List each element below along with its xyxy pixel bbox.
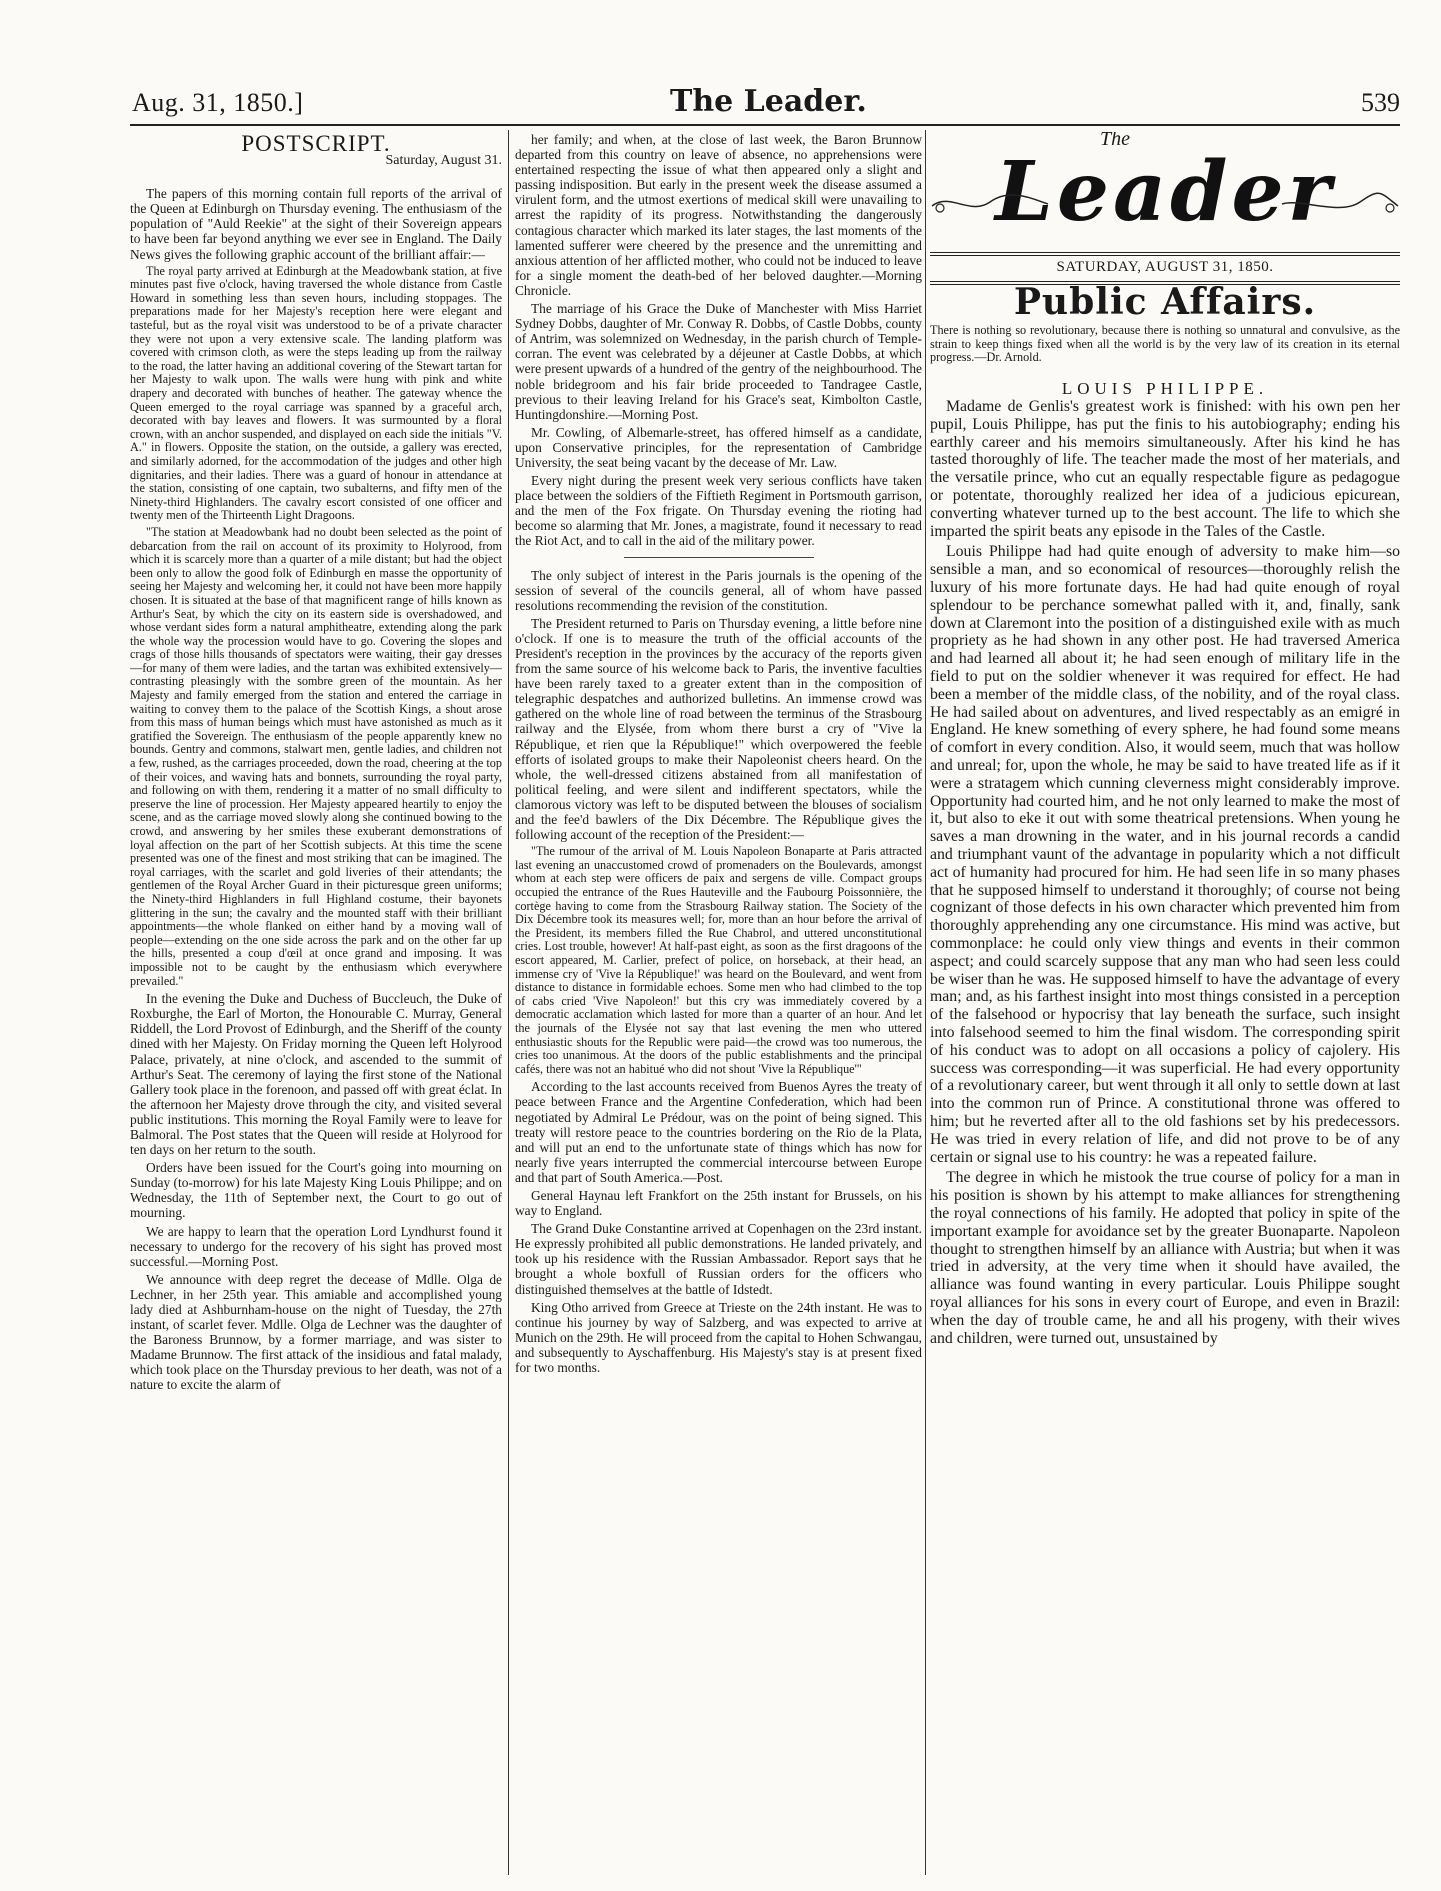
logo-the: The — [1100, 132, 1130, 150]
paragraph: According to the last accounts received from Buenos Ayres the treaty of peace between France and the Argentine Confederation, which had been negotiated by Admiral Le Prédour, was on the point of being signed. This treaty will restore peace to the countries bordering on the Rio de la Plata, and will put an end to the unfortunate state of things which has now for nearly five years interrupted the commercial intercourse between Europe and that part of South America.—Post. — [515, 1079, 922, 1185]
postscript-title: POSTSCRIPT. — [241, 132, 391, 156]
paragraph: Madame de Genlis's greatest work is finished: with his own pen her pupil, Louis Philippe, has put the finis to his autobiography; ending his earthly career and his memoirs simultaneously. After his kind he has tasted thoroughly of life. The teacher made the most of her materials, and the versatile prince, who cut an equally respectable figure as pedagogue or potentate, thoroughly realized her idea of a judicious epicurean, converting whatever turned up to the best account. The life to which she imparted the spirit beats any episode in the Tales of the Castle. — [930, 398, 1400, 540]
quoted-paragraph: "The station at Meadowbank had no doubt been selected as the point of debarcation from the rail on account of its proximity to Holyrood, from which it is scarcely more than a quarter of a mile distant; but had the object been only to allow the good folk of Edinburgh en masse the opportunity of seeing her Majesty and welcoming her, it could not have been more happily chosen. It is situated at the base of that magnificent range of hills known as Arthur's Seat, by which the city on its eastern side is overshadowed, and whose verdant sides form a natural amphitheatre, extending along the park the whole way the procession would have to go. Covering the slopes and crags of those hills thousands of spectators were waiting, their gay dresses—for many of them were ladies, and the tartan was exhibited extensively—contrasting pleasingly with the sombre green of the mountain. As her Majesty and family emerged from the station and entered the carriage in waiting to convey them to the palace of the Scottish Kings, a shout arose from this mass of human beings which must have astonished as much as it gratified the Sovereign. The enthusiasm of the people apparently knew no bounds. Gentry and commons, stalwart men, gentle ladies, and children not a few, rushed, as the carriages proceeded, down the road, cheering at the top of their voices, and waving hats and bonnets, surrounding the royal party, and following on with them, rendering it a matter of no small difficulty to preserve the line of procession. Her Majesty appeared heartily to enjoy the scene, and as the carriage moved slowly along she continued bowing to the crowd, and answering by her smiles these exuberant demonstrations of loyal affection on the part of her Scottish subjects. At this time the scene presented was one of the finest and most striking that can be imagined. The royal carriages, with the scarlet and gold liveries of their attendants; the gentlemen of the Royal Archer Guard in their picturesque green uniforms; the Ninety-third Highlanders in full Highland costume, their bayonets glittering in the sun; the cavalry and the mounted staff with their brilliant appointments—the whole flanked on either hand by a moving wall of people—extending on the one side across the park and on the other far up the hills, presented a coup d'œil at once grand and imposing. It was impossible not to be caught by the enthusiasm which everywhere prevailed." — [130, 524, 502, 988]
page-header — [130, 82, 1400, 122]
section-separator — [624, 557, 814, 558]
right-flourish-icon — [1280, 188, 1400, 218]
paragraph: The only subject of interest in the Paris journals is the opening of the session of several of the councils general, all of whom have passed resolutions recommending the revision of the constitution. — [515, 567, 922, 613]
quoted-paragraph: "The rumour of the arrival of M. Louis Napoleon Bonaparte at Paris attracted last evening an unaccustomed crowd of promenaders on the Boulevards, amongst whom at each step were officers de paix and sergens de ville. Compact groups occupied the entrance of the Rues Hauteville and the Faubourg Poissonnière, the cortège having to come from the Strasbourg Railway station. The Society of the Dix Décembre took its measures well; for, more than an hour before the arrival of the President, its members filled the Rue Chabrol, and uttered unconstitutional cries. Lost trouble, however! At half-past eight, as soon as the first dragoons of the escort appeared, M. Carlier, prefect of police, on horseback, at their head, an immense cry of 'Vive la République!' was heard on the Boulevard, and went from distance to distance in formidable echoes. Some men who had climbed to the top of cabs cried 'Vive Napoleon!' but this cry was immediately covered by a democratic acclamation which lasted for more than a quarter of an hour. And let the journals of the Elysée not say that last evening the men who uttered enthusiastic shouts for the Republic were paid—the crowd was too numerous, the cries too unanimous. At the doors of the public establishments and the principal cafés, there was not an habitué who did not shout 'Vive la République'" — [515, 844, 922, 1076]
logo-text: Leader — [995, 144, 1335, 240]
header-masthead: The Leader. — [670, 84, 867, 119]
paragraph: her family; and when, at the close of last week, the Baron Brunnow departed from this country on leave of absence, no apprehensions were entertained respecting the issue of what then appeared only a slight and passing indisposition. But early in the present week the disease assumed a virulent form, and the utmost exertions of medical skill were unavailing to arrest the rapidity of its progress. Notwithstanding the dangerously contagious character which marked its later stages, the last moments of the lamented sufferer were cheered by the presence and the unremitting and anxious attention of her afflicted mother, who could not be induced to leave for a single moment the death-bed of her beloved daughter.—Morning Chronicle. — [515, 132, 922, 298]
leader-logo — [930, 132, 1400, 252]
paragraph: The marriage of his Grace the Duke of Manchester with Miss Harriet Sydney Dobbs, daughter of Mr. Conway R. Dobbs, of Castle Dobbs, county of Antrim, was solemnized on Wednesday, in the parish church of Temple-corran. The event was celebrated by a déjeuner at Castle Dobbs, at which were present upwards of a hundred of the gentry of the neighbourhood. The noble bridegroom and his fair bride proceeded to Tandragee Castle, previous to their leaving Ireland for his Grace's seat, Kimbolton Castle, Huntingdonshire.—Morning Post. — [515, 301, 922, 422]
article-title: LOUIS PHILIPPE. — [1061, 378, 1269, 398]
paragraph: Mr. Cowling, of Albemarle-street, has offered himself as a candidate, upon Conservative principles, for the representation of Cambridge University, the seat being vacant by the decease of Mr. Law. — [515, 424, 922, 470]
page-number: 539 — [1361, 88, 1400, 117]
paragraph: We announce with deep regret the decease of Mdlle. Olga de Lechner, in her 25th year. This amiable and accomplished young lady died at Ashburnham-house on the night of Tuesday, the 27th instant, of scarlet fever. Mdlle. Olga de Lechner was the daughter of the Baroness Brunnow, by a former marriage, and was sister to Madame Brunnow. The first attack of the insidious and fatal malady, which took place on the Thursday previous to her death, was not of a nature to excite the alarm of — [130, 1271, 502, 1393]
paragraph: We are happy to learn that the operation Lord Lyndhurst found it necessary to undergo for the recovery of his sight has proved most successful.—Morning Post. — [130, 1223, 502, 1269]
column-2 — [515, 132, 922, 1872]
quoted-paragraph: The royal party arrived at Edinburgh at the Meadowbank station, at five minutes past five o'clock, having traversed the whole distance from Castle Howard in something less than seven hours, including stoppages. The preparations made for her Majesty's reception here were elegant and tasteful, but as the royal visit was understood to be of a private character they were not upon a very extensive scale. The landing platform was covered with crimson cloth, as were the steps leading up from the railway to the road, the latter having an additional covering of the Stewart tartan for her Majesty to walk upon. The walls were hung with pink and white drapery and decorated with bunches of heather. The gateway whence the Queen emerged to the royal carriage was spanned by a graceful arch, decorated with bay leaves and flowers. It was surmounted by a floral crown, with an anchor suspended, and displayed on each side the initials "V. A." in flowers. Opposite the station, on the outside, a gallery was erected, and similarly adorned, for the accommodation of the judges and other high dignitaries, and their ladies. There was a guard of honour in attendance at the station, consisting of one captain, two subalterns, and fifty men of the Ninety-third Highlanders. The cavalry escort consisted of one officer and twenty men of the Thirteenth Light Dragoons. — [130, 263, 502, 523]
issue-date: SATURDAY, AUGUST 31, 1850. — [1056, 259, 1274, 275]
logo-rule — [930, 252, 1400, 256]
header-rule — [130, 124, 1400, 126]
paragraph: King Otho arrived from Greece at Trieste on the 24th instant. He was to continue his journey by way of Salzberg, and was expected to arrive at Munich on the 29th. He will proceed from the capital to Hohen Schwangau, and subsequently to Ayschaffenburg. His Majesty's stay is at present fixed for two months. — [515, 1299, 922, 1375]
left-flourish-icon — [930, 188, 1050, 218]
paragraph: The papers of this morning contain full reports of the arrival of the Queen at Edinburgh on Thursday evening. The enthusiasm of the population of "Auld Reekie" at the sight of their Sovereign appears to have been far beyond anything we ever see in England. The Daily News gives the following graphic account of the brilliant affair:— — [130, 186, 502, 262]
paragraph: Louis Philippe had had quite enough of adversity to make him—so sensible a man, and so economical of resources—thoroughly relish the luxury of his more fortunate days. He had had quite enough of royal splendour to be perchance somewhat palled with it, and, finally, sank down at Claremont into the position of a distinguished exile with as much propriety as he had shown in any other post. He had traversed America and had learned all about it; he had seen enough of military life in the field to put on the soldier whenever it was required for effect. He had been a member of the middle class, of the nobility, and of the royal class. He had sailed about on adventures, and lived respectably as an emigré in England. He knew something of every sphere, he had found some means of comfort in every condition. Also, it would seem, much that was hollow and unreal; for, upon the whole, he may be said to have treated life as if it were a stratagem which cunning cleverness might considerably improve. Opportunity had courted him, and he not only learned to make the most of it, but also to eke it out with some theatrical pretensions. When young he saves a man drowning in the water, and in his journal records a candid and triumphant vaunt of the advantage in popularity which a not difficult act of humanity had procured for him. He had seen life in so many phases that he supposed himself to understand it thoroughly; of course not being cognizant of those defects in his own character which prevented him from thoroughly apprehending any one circumstance. His mind was active, but commonplace: he could only view things and events in their common aspect; and could scarcely suppose that any man who had seen less could be wiser than he was. He supposed himself to have the advantage of every man; and, as his farthest insight into most things consisted in a perception of the falsehood or hypocrisy that lay beneath the surface, such insight into falsehood seemed to him the final wisdom. The corresponding spirit of his conduct was to adopt on all occasions a policy of cajolery. His success was corresponding—it was superficial. He had every opportunity of a revolutionary career, but went through it all only to settle down at last into the common run of Prince. A constitutional throne was offered to him; but he reverted after all to the old fashions set by his predecessors. He was tried in every relation of life, and did not prove to be of any certain or signal use to his country: he was a repeated failure. — [930, 543, 1400, 1166]
column-3 — [930, 132, 1400, 1872]
paragraph: Every night during the present week very serious conflicts have taken place between the soldiers of the Fiftieth Regiment in Portsmouth garrison, and the men of the Fox frigate. On Thursday evening the rioting had become so alarming that Mr. Jones, a magistrate, found it necessary to read the Riot Act, and to call in the aid of the military power. — [515, 473, 922, 549]
column-1 — [130, 132, 502, 1872]
paragraph: General Haynau left Frankfort on the 25th instant for Brussels, on his way to England. — [515, 1187, 922, 1219]
paragraph: The President returned to Paris on Thursday evening, a little before nine o'clock. If one is to measure the truth of the official accounts of the President's reception in the provinces by the accuracy of the reports given from the same source of his welcome back to Paris, the inventive faculties have been rarely taxed to a greater extent than in the composition of telegraphic despatches and authorized bulletins. An immense crowd was gathered on the whole line of road between the terminus of the Strasbourg railway and the Elysée, from whom there burst a cry of "Vive la République, et rien que la République!" which overpowered the feeble efforts of isolated groups to make their Napoleonist cheers heard. On the whole, the well-dressed citizens abstained from all manifestation of political feeling, and were silent and indifferent spectators, while the clamorous victory was left to be disputed between the blouses of socialism and the fee'd bawlers of the Dix Décembre. The République gives the following account of the reception of the President:— — [515, 615, 922, 843]
paragraph: In the evening the Duke and Duchess of Buccleuch, the Duke of Roxburghe, the Earl of Morton, the Honourable C. Murray, General Riddell, the Lord Provost of Edinburgh, and the Sheriff of the county dined with her Majesty. On Friday morning the Queen left Holyrood Palace, privately, at nine o'clock, and ascended to the summit of Arthur's Seat. The ceremony of laying the first stone of the National Gallery took place in the forenoon, and passed off with great éclat. In the afternoon her Majesty drove through the city, and visited several public institutions. This morning the Royal Family were to leave for Balmoral. The Post states that the Queen will reside at Holyrood for ten days on her return to the south. — [130, 991, 502, 1158]
column-divider-1 — [508, 130, 509, 1875]
postscript-dateline: Saturday, August 31. — [385, 153, 502, 169]
paragraph: The degree in which he mistook the true course of policy for a man in his position is shown by his attempt to make alliances for strengthening the royal connections of his family. He adopted that policy in spite of the important example for avoidance set by the greater Buonaparte. Napoleon thought to strengthen himself by an alliance with Austria; but when it was tried in adversity, at the very time when it should have availed, the alliance was found wanting in every particular. Louis Philippe sought royal alliances for his sons in every court of Europe, and even in Brazil: when the day of trouble came, he and all his progeny, with their wives and children, were turned out, unsustained by — [930, 1169, 1400, 1347]
column-divider-2 — [925, 130, 926, 1875]
epigraph: There is nothing so revolutionary, because there is nothing so unnatural and convulsive, as the strain to keep things fixed when all the world is by the very law of its creation in its eternal progress.—Dr. Arnold. — [930, 323, 1400, 365]
paragraph: The Grand Duke Constantine arrived at Copenhagen on the 23rd instant. He expressly prohibited all public demonstrations. He landed privately, and took up his residence with the Russian Ambassador. Report says that he brought a whole boxfull of Russian orders for the officers who distinguished themselves at the battle of Idstedt. — [515, 1221, 922, 1297]
section-heading: Public Affairs. — [1013, 281, 1317, 324]
header-date: Aug. 31, 1850.] — [132, 88, 304, 117]
paragraph: Orders have been issued for the Court's going into mourning on Sunday (to-morrow) for his late Majesty King Louis Philippe; and on Wednesday, the 11th of September next, the Court to go out of mourning. — [130, 1160, 502, 1221]
